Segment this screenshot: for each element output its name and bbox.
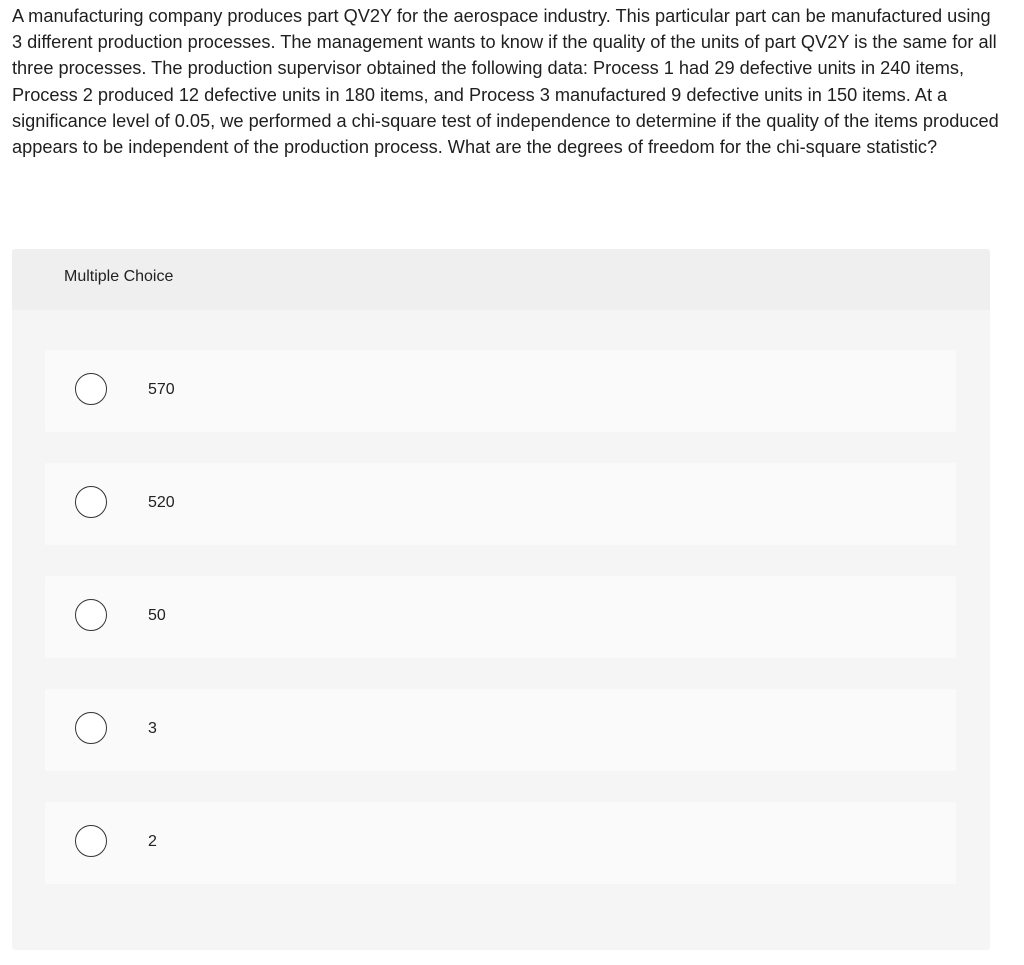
answer-option-1[interactable]	[45, 350, 956, 432]
answer-option-3[interactable]	[45, 576, 956, 658]
radio-button-icon[interactable]	[75, 825, 107, 857]
radio-button-icon[interactable]	[75, 599, 107, 631]
answer-option-2[interactable]	[45, 463, 956, 545]
answer-option-label: 50	[148, 607, 166, 624]
radio-button-icon[interactable]	[75, 712, 107, 744]
answer-option-label: 570	[148, 381, 175, 398]
answer-option-label: 520	[148, 494, 175, 511]
answer-option-label: 2	[148, 833, 157, 850]
answer-option-label: 3	[148, 720, 157, 737]
multiple-choice-panel	[12, 249, 990, 950]
multiple-choice-header	[12, 249, 990, 310]
answer-option-5[interactable]	[45, 802, 956, 884]
question-text: A manufacturing company produces part QV2Y for the aerospace industry. This particular part can be manufactured using 3 different production processes. The management wants to know if the quality of the units of part QV2Y is the same for all three processes. The production supervisor obtained the following data: Process 1 had 29 defective units in 240 items, Process 2 produced 12 defective units in 180 items, and Process 3 manufactured 9 defective units in 150 items. At a significance level of 0.05, we performed a chi-square test of independence to determine if the quality of the items produced appears to be independent of the production process. What are the degrees of freedom for the chi-square statistic?	[12, 6, 999, 158]
radio-button-icon[interactable]	[75, 373, 107, 405]
answer-options	[45, 350, 956, 915]
answer-option-4[interactable]	[45, 689, 956, 771]
radio-button-icon[interactable]	[75, 486, 107, 518]
multiple-choice-title: Multiple Choice	[64, 268, 174, 285]
